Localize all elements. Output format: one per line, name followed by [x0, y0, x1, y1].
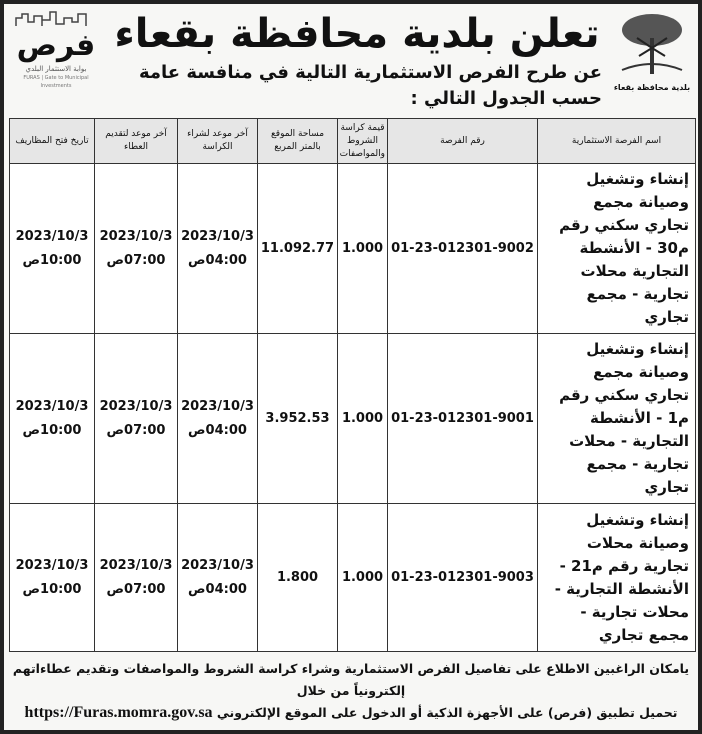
municipality-logo — [610, 8, 694, 112]
furas-tagline-en: FURAS | Gate to Municipal Investments — [23, 75, 89, 89]
furas-tagline-ar: بوابة الاستثمار البلدي — [25, 65, 87, 73]
col-price: قيمة كراسة الشروط والمواصفات — [338, 119, 388, 164]
buy-time: 04:00ص — [188, 252, 247, 268]
open-time: 10:00ص — [22, 581, 82, 597]
buy-date: 2023/10/3 — [181, 398, 254, 414]
open-time: 10:00ص — [22, 252, 82, 268]
submit-deadline — [95, 334, 178, 504]
buy-deadline — [178, 164, 258, 334]
submit-date: 2023/10/3 — [99, 228, 173, 244]
submit-time: 07:00ص — [106, 422, 166, 438]
opportunity-name: إنشاء وتشغيل وصيانة مجمع تجاري سكني رقم م30 - الأنشطة التجارية محلات تجارية - مجمع تجاري — [538, 164, 696, 334]
buy-date: 2023/10/3 — [181, 228, 254, 244]
submit-date: 2023/10/3 — [99, 557, 173, 573]
col-buy-deadline: آخر موعد لشراء الكراسة — [178, 119, 258, 164]
buy-deadline — [178, 334, 258, 504]
opportunity-name: إنشاء وتشغيل وصيانة مجمع تجاري سكني رقم م1 - الأنشطة التجارية - محلات تجارية - مجمع تجاري — [538, 334, 696, 504]
table-row — [10, 334, 696, 504]
furas-logo — [8, 8, 104, 112]
submit-time: 07:00ص — [106, 581, 166, 597]
open-date: 2023/10/3 — [15, 398, 89, 414]
buy-date: 2023/10/3 — [181, 557, 254, 573]
opportunity-number: 01-23-012301-9002 — [388, 164, 538, 334]
col-name: اسم الفرصة الاستثمارية — [538, 119, 696, 164]
page-title: تعلن بلدية محافظة بقعاء — [114, 11, 600, 57]
submit-deadline — [95, 164, 178, 334]
table-row — [10, 164, 696, 334]
footer-note — [9, 658, 693, 724]
open-date: 2023/10/3 — [15, 557, 89, 573]
booklet-price: 1.000 — [338, 334, 388, 504]
footer-line2: تحميل تطبيق (فرص) على الأجهزة الذكية أو الدخول على الموقع الإلكتروني — [216, 705, 678, 720]
skyline-icon — [14, 10, 94, 28]
website-link[interactable]: https://Furas.momra.gov.sa — [24, 704, 213, 721]
palm-tree-icon — [617, 8, 687, 78]
open-time: 10:00ص — [22, 422, 82, 438]
open-date: 2023/10/3 — [15, 228, 89, 244]
opening-date — [10, 334, 95, 504]
col-number: رقم الفرصة — [388, 119, 538, 164]
site-area: 3.952.53 — [258, 334, 338, 504]
opportunity-name: إنشاء وتشغيل وصيانة محلات تجارية رقم م21 - الأنشطة التجارية - محلات تجارية - مجمع تجاري — [538, 504, 696, 652]
opportunities-table — [9, 118, 696, 652]
submit-time: 07:00ص — [106, 252, 166, 268]
footer-line1: يامكان الراغبين الاطلاع على تفاصيل الفرص الاستثمارية وشراء كراسة الشروط والمواصفات وتقديم عطاءاتهم إلكترونياً من خلال — [12, 661, 690, 698]
header — [4, 4, 698, 116]
booklet-price: 1.000 — [338, 504, 388, 652]
col-area: مساحة الموقع بالمتر المربع — [258, 119, 338, 164]
col-opening-date: تاريخ فتح المظاريف — [10, 119, 95, 164]
furas-logo-word: فرص — [16, 28, 96, 63]
buy-deadline — [178, 504, 258, 652]
opening-date — [10, 504, 95, 652]
subtitle: عن طرح الفرص الاستثمارية التالية في منافسة عامة حسب الجدول التالي : — [138, 62, 602, 109]
header-text — [104, 8, 610, 112]
buy-time: 04:00ص — [188, 581, 247, 597]
opening-date — [10, 164, 95, 334]
buy-time: 04:00ص — [188, 422, 247, 438]
opportunity-number: 01-23-012301-9001 — [388, 334, 538, 504]
col-submit-deadline: آخر موعد لتقديم العطاء — [95, 119, 178, 164]
booklet-price: 1.000 — [338, 164, 388, 334]
municipality-logo-caption: بلدية محافظة بقعاء — [613, 83, 691, 92]
opportunity-number: 01-23-012301-9003 — [388, 504, 538, 652]
submit-deadline — [95, 504, 178, 652]
table-header — [10, 119, 696, 164]
table-row — [10, 504, 696, 652]
submit-date: 2023/10/3 — [99, 398, 173, 414]
site-area: 1.800 — [258, 504, 338, 652]
site-area: 11.092.77 — [258, 164, 338, 334]
